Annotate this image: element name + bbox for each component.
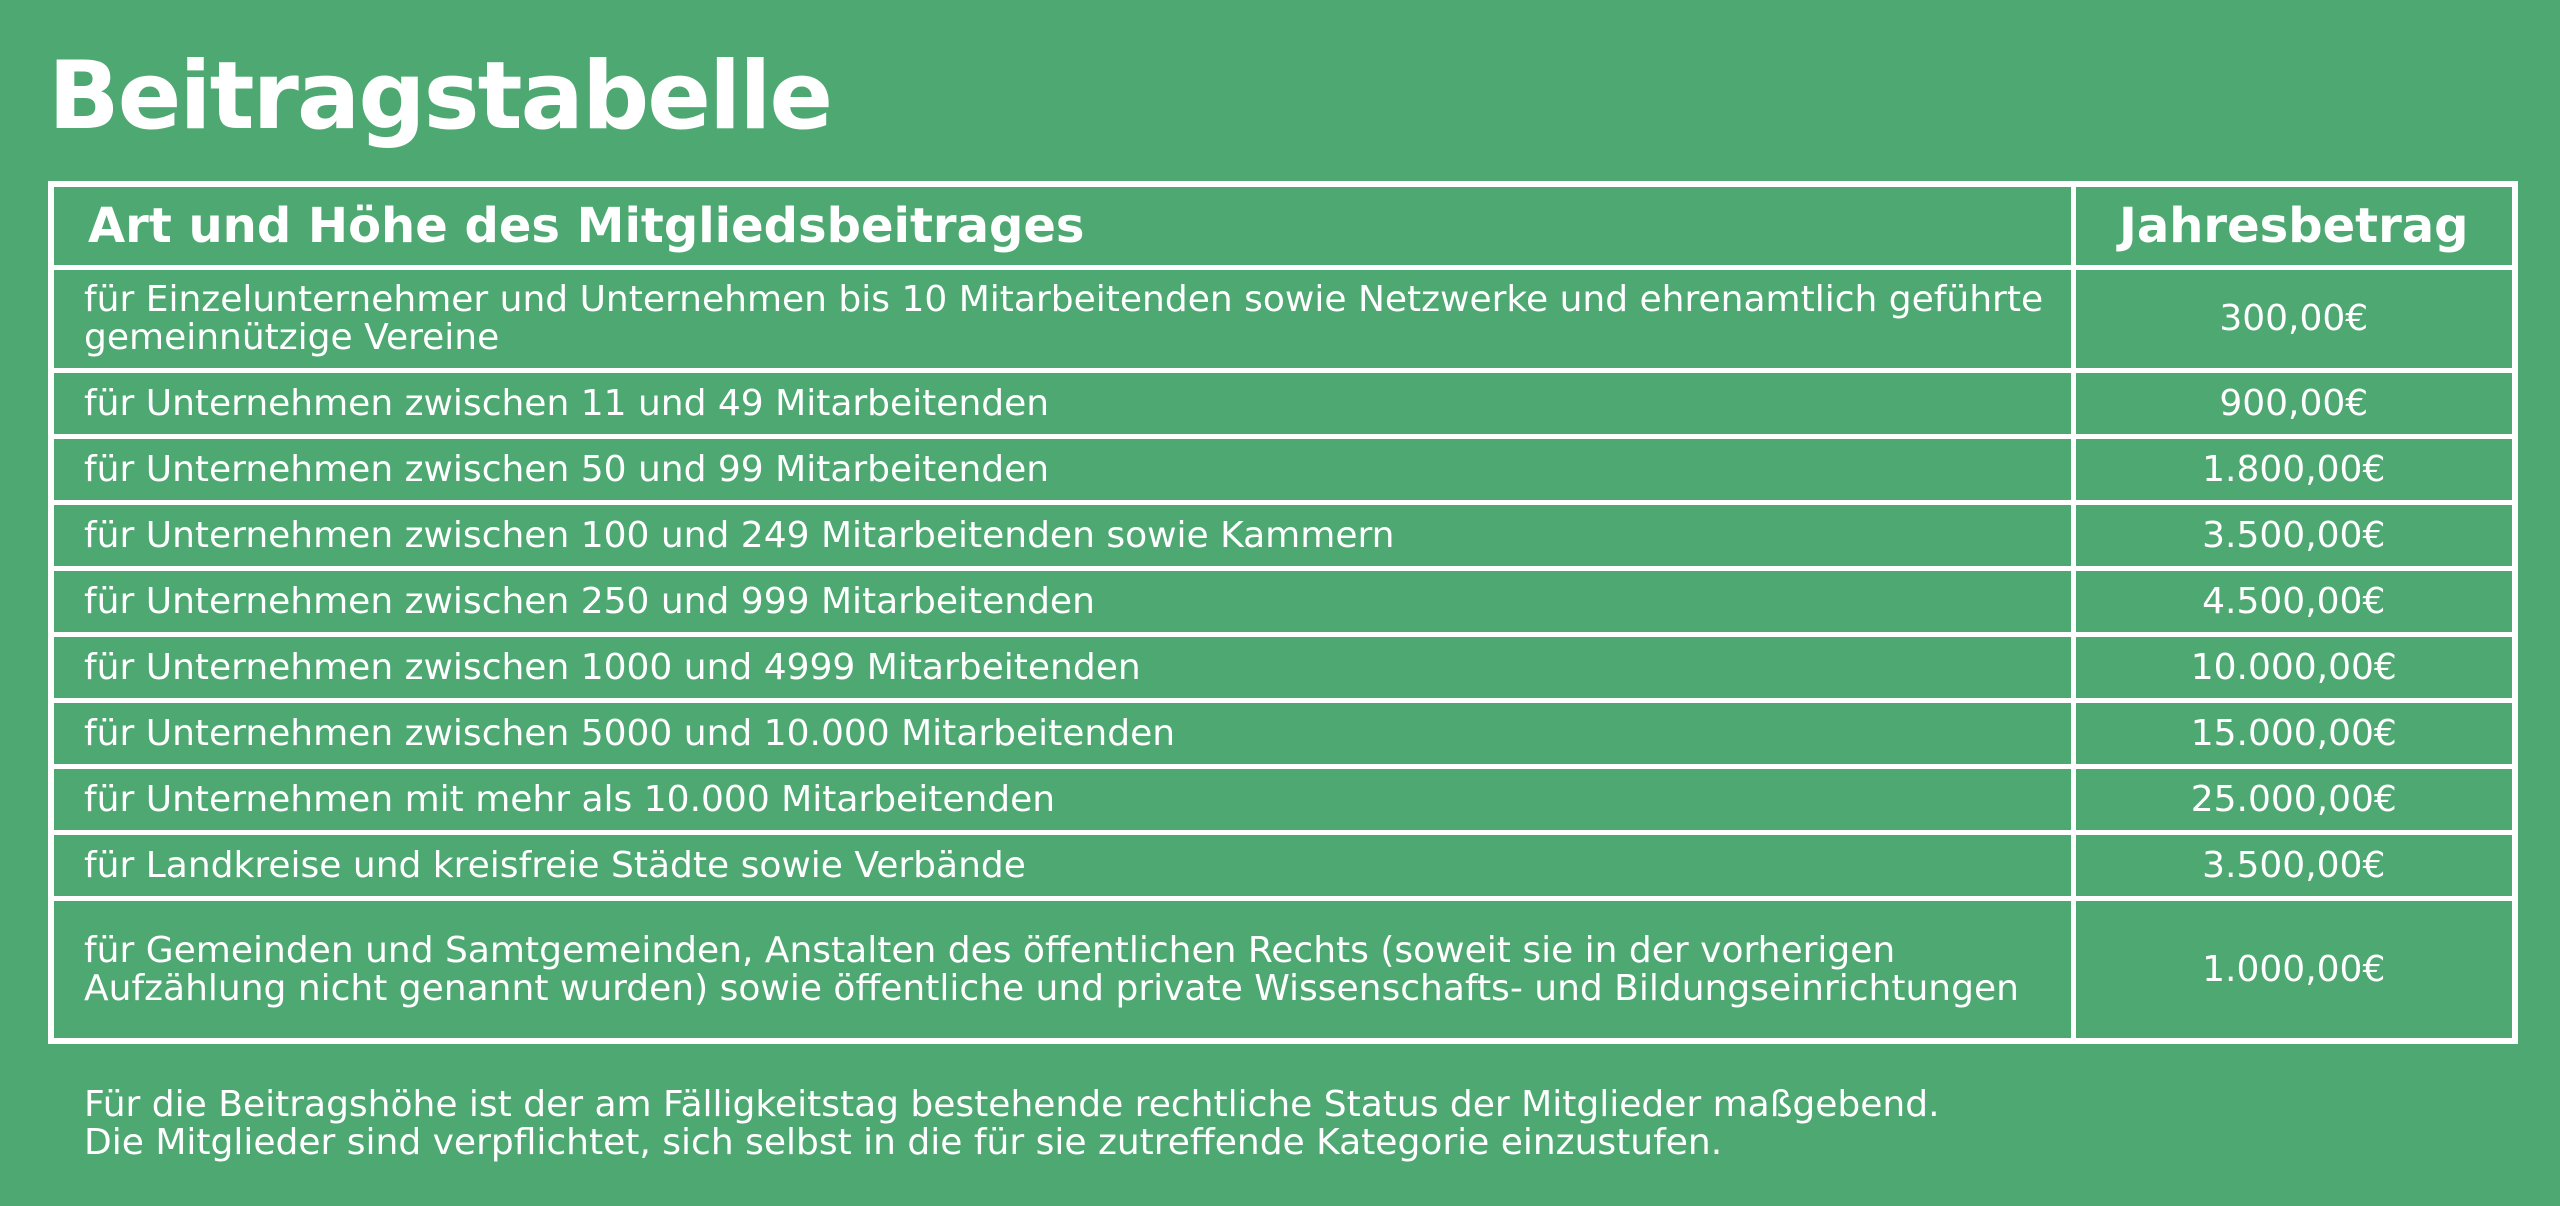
row-description: für Einzelunternehmer und Unternehmen bis 10 Mitarbeitenden sowie Netzwerke und ehrenamtlich geführte gemeinnützige Vereine [51, 268, 2073, 371]
table-row [51, 701, 2515, 767]
table-row [51, 268, 2515, 371]
header-description: Art und Höhe des Mitgliedsbeitrages [51, 184, 2073, 268]
row-amount: 900,00€ [2073, 371, 2515, 437]
row-description: für Unternehmen zwischen 100 und 249 Mitarbeitenden sowie Kammern [51, 503, 2073, 569]
row-description: für Unternehmen zwischen 11 und 49 Mitarbeitenden [51, 371, 2073, 437]
row-description: für Gemeinden und Samtgemeinden, Anstalten des öffentlichen Rechts (soweit sie in der vorherigen Aufzählung nicht genannt wurden) sowie öffentliche und private Wissenschafts- und Bildungseinrichtungen [51, 899, 2073, 1042]
row-amount: 15.000,00€ [2073, 701, 2515, 767]
fee-table [48, 181, 2518, 1044]
table-row [51, 635, 2515, 701]
row-description: für Unternehmen zwischen 1000 und 4999 Mitarbeitenden [51, 635, 2073, 701]
table-row [51, 503, 2515, 569]
row-amount: 1.800,00€ [2073, 437, 2515, 503]
row-amount: 3.500,00€ [2073, 833, 2515, 899]
row-description: für Unternehmen zwischen 250 und 999 Mitarbeitenden [51, 569, 2073, 635]
page-title: Beitragstabelle [48, 42, 832, 151]
footnote [84, 1086, 1940, 1162]
row-amount: 25.000,00€ [2073, 767, 2515, 833]
row-description: für Unternehmen zwischen 50 und 99 Mitarbeitenden [51, 437, 2073, 503]
row-description: für Unternehmen mit mehr als 10.000 Mitarbeitenden [51, 767, 2073, 833]
row-amount: 300,00€ [2073, 268, 2515, 371]
table-row [51, 833, 2515, 899]
footnote-line: Für die Beitragshöhe ist der am Fälligkeitstag bestehende rechtliche Status der Mitglieder maßgebend. [84, 1084, 1940, 1125]
row-amount: 3.500,00€ [2073, 503, 2515, 569]
table-row [51, 437, 2515, 503]
table-row [51, 899, 2515, 1042]
header-annual-amount: Jahresbetrag [2073, 184, 2515, 268]
row-amount: 4.500,00€ [2073, 569, 2515, 635]
row-amount: 1.000,00€ [2073, 899, 2515, 1042]
table-row [51, 767, 2515, 833]
row-description: für Landkreise und kreisfreie Städte sowie Verbände [51, 833, 2073, 899]
row-amount: 10.000,00€ [2073, 635, 2515, 701]
table-row [51, 569, 2515, 635]
table-row [51, 371, 2515, 437]
table-header-row [51, 184, 2515, 268]
footnote-line: Die Mitglieder sind verpflichtet, sich selbst in die für sie zutreffende Kategorie einzustufen. [84, 1122, 1723, 1163]
row-description: für Unternehmen zwischen 5000 und 10.000 Mitarbeitenden [51, 701, 2073, 767]
